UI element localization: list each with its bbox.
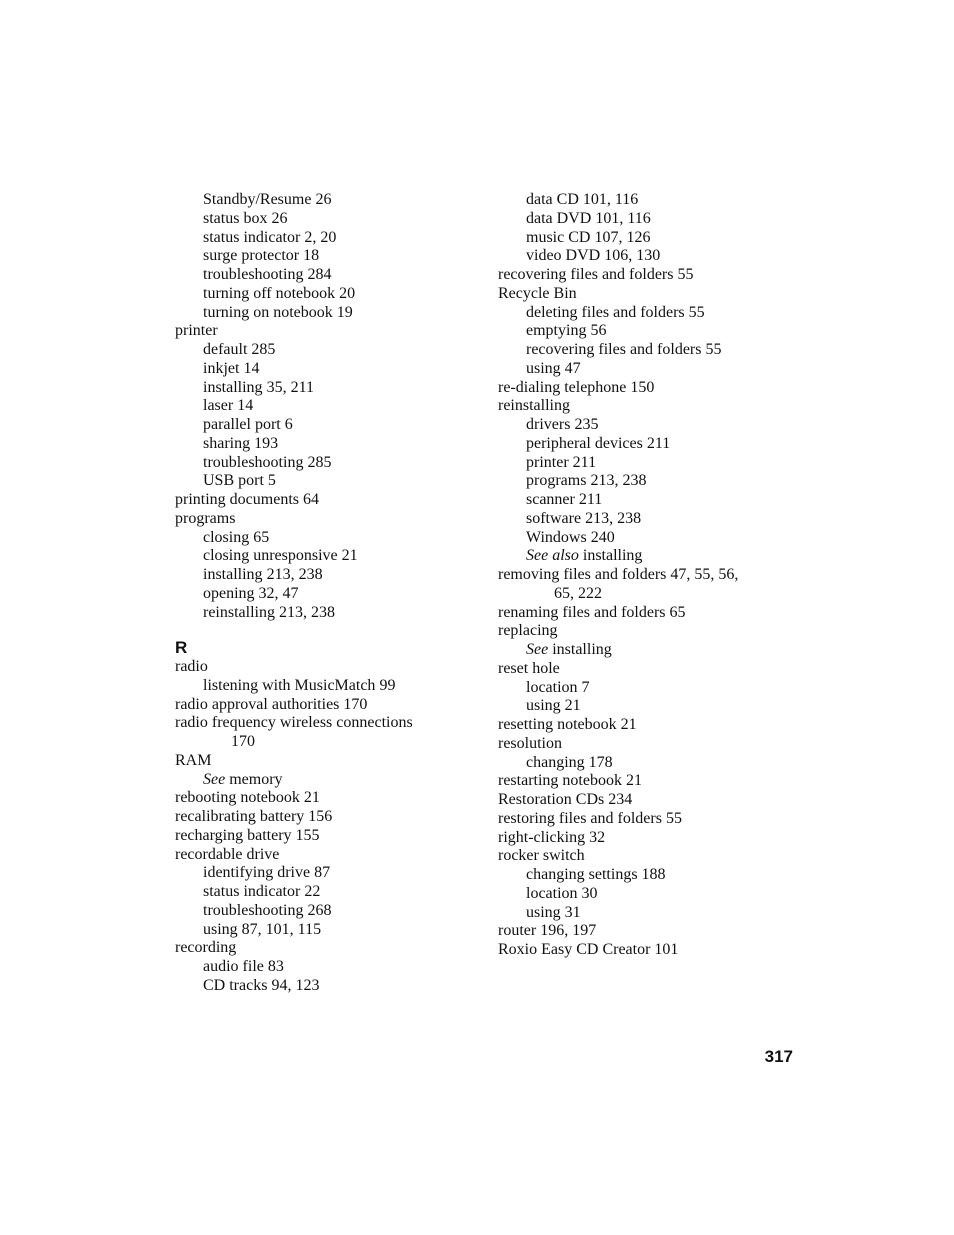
- page-reference: 211: [578, 491, 603, 508]
- index-term: recovering files and folders: [498, 266, 674, 283]
- index-entry: [498, 791, 798, 810]
- page-reference: 285: [251, 341, 276, 358]
- index-entry: [175, 416, 465, 435]
- page-reference: 47, 55, 56,: [670, 566, 739, 583]
- page-reference: 211: [646, 434, 671, 452]
- page-reference: 30: [581, 884, 598, 902]
- page-reference: 284: [307, 266, 332, 283]
- index-entry: [175, 752, 465, 771]
- index-entry: [498, 491, 798, 510]
- index-term: turning off notebook: [203, 284, 336, 302]
- index-term: Windows: [526, 528, 587, 546]
- page-reference: 99: [379, 676, 396, 694]
- index-term: changing: [526, 753, 585, 771]
- page-reference: 65: [253, 528, 270, 546]
- index-entry: [498, 810, 798, 829]
- index-entry: [498, 885, 798, 904]
- index-term: troubleshooting: [203, 901, 304, 919]
- page-reference: 7: [581, 678, 590, 696]
- index-entry: [498, 416, 798, 435]
- index-entry: [175, 808, 465, 827]
- index-term: re-dialing telephone: [498, 378, 627, 396]
- index-term: installing: [582, 547, 643, 565]
- page-reference: 19: [336, 303, 353, 321]
- index-entry: [175, 771, 465, 790]
- index-term: closing: [203, 528, 250, 546]
- index-entry: [175, 733, 465, 752]
- index-term: turning on notebook: [203, 303, 333, 321]
- page-reference: 83: [267, 958, 284, 975]
- index-entry: [175, 604, 465, 623]
- page-reference: 150: [630, 378, 655, 396]
- index-entry: [498, 210, 798, 229]
- page-reference: 18: [303, 247, 320, 265]
- index-term: changing settings: [526, 866, 638, 883]
- index-term: opening: [203, 584, 255, 602]
- index-term: using: [526, 697, 561, 715]
- index-entry: [175, 864, 465, 883]
- index-term: memory: [229, 770, 283, 788]
- index-term: replacing: [498, 622, 558, 640]
- page-reference: 178: [588, 753, 613, 771]
- index-term: router: [498, 922, 537, 940]
- index-term: laser: [203, 397, 234, 415]
- index-entry: [498, 622, 798, 641]
- page-reference: 20: [339, 284, 356, 302]
- index-term: printer: [526, 453, 569, 471]
- index-entry: [175, 229, 465, 248]
- index-term: sharing: [203, 434, 251, 452]
- cross-reference-label: See: [526, 641, 549, 658]
- index-entry: [175, 304, 465, 323]
- page-reference: 285: [307, 453, 332, 471]
- page-reference: 235: [574, 416, 599, 433]
- index-term: programs: [526, 472, 587, 490]
- index-entry: [175, 529, 465, 548]
- index-entry: [498, 435, 798, 454]
- index-entry: [175, 939, 465, 958]
- index-term: location: [526, 678, 578, 696]
- index-term: recharging battery: [175, 826, 292, 844]
- index-list-left: [175, 191, 465, 622]
- page-reference: 32, 47: [258, 584, 299, 602]
- page-reference: 196, 197: [540, 922, 597, 940]
- index-term: listening with MusicMatch: [203, 676, 376, 694]
- index-term: programs: [175, 509, 236, 527]
- index-entry: [175, 510, 465, 529]
- index-term: status box: [203, 209, 268, 227]
- index-entry: [498, 922, 798, 941]
- page-reference: 268: [307, 901, 332, 919]
- index-entry: [175, 285, 465, 304]
- page-reference: 87, 101, 115: [241, 920, 322, 938]
- index-term: music CD: [526, 228, 591, 246]
- index-term: using: [526, 359, 561, 377]
- index-term: surge protector: [203, 247, 300, 265]
- index-entry: [175, 379, 465, 398]
- index-term: installing: [552, 641, 612, 658]
- index-entry: [498, 529, 798, 548]
- index-entry: [498, 660, 798, 679]
- index-entry: [175, 341, 465, 360]
- index-term: reinstalling: [498, 397, 570, 415]
- page-reference: 101, 116: [595, 209, 651, 227]
- index-entry: [498, 510, 798, 529]
- index-entry: [498, 735, 798, 754]
- index-entry: [175, 827, 465, 846]
- index-term: drivers: [526, 416, 571, 433]
- page-reference: 21: [620, 716, 637, 733]
- page-reference: 193: [254, 434, 279, 452]
- index-entry: [498, 397, 798, 416]
- page-reference: 156: [308, 808, 333, 825]
- index-term: peripheral devices: [526, 434, 643, 452]
- index-term: removing files and folders: [498, 566, 667, 583]
- index-entry: [175, 789, 465, 808]
- page-reference: 5: [267, 472, 276, 490]
- index-entry: [175, 247, 465, 266]
- index-term: rebooting notebook: [175, 789, 300, 807]
- index-term: reset hole: [498, 659, 560, 677]
- index-term: status indicator: [203, 228, 301, 246]
- page-reference: 155: [295, 826, 320, 844]
- index-term: location: [526, 884, 578, 902]
- index-term: resetting notebook: [498, 716, 617, 733]
- index-term: Standby/Resume: [203, 191, 312, 208]
- page-reference: 170: [343, 695, 368, 713]
- page-reference: 188: [641, 866, 666, 883]
- index-entry: [175, 472, 465, 491]
- page-reference: 87: [314, 864, 331, 882]
- page-reference: 213, 238: [266, 566, 323, 583]
- index-term: CD tracks: [203, 976, 268, 994]
- page-reference: 31: [564, 903, 581, 921]
- index-term: closing unresponsive: [203, 547, 338, 565]
- index-column-right: [498, 191, 798, 960]
- index-entry: [175, 435, 465, 454]
- index-term: reinstalling: [203, 603, 275, 621]
- index-term: printing documents: [175, 491, 299, 508]
- page-reference: 234: [608, 791, 633, 808]
- index-entry: [498, 697, 798, 716]
- index-term: restarting notebook: [498, 772, 622, 790]
- page-reference: 22: [304, 883, 321, 900]
- page-reference: 35, 211: [266, 378, 314, 396]
- index-term: using: [526, 903, 561, 921]
- index-term: Recycle Bin: [498, 284, 577, 302]
- index-term: resolution: [498, 734, 562, 752]
- page-reference: 213, 238: [278, 603, 335, 621]
- page-reference: 94, 123: [271, 976, 320, 994]
- index-term: recording: [175, 939, 237, 957]
- page-reference: 55: [705, 341, 722, 358]
- index-entry: [175, 902, 465, 921]
- section-letter: R: [175, 638, 188, 658]
- index-entry: [175, 658, 465, 677]
- index-term: inkjet: [203, 359, 240, 377]
- cross-reference-label: See also: [526, 547, 579, 565]
- index-term: RAM: [175, 751, 212, 769]
- index-entry: [498, 341, 798, 360]
- index-entry: [498, 285, 798, 304]
- index-entry: [175, 322, 465, 341]
- page-reference: 6: [284, 416, 293, 433]
- page-reference: 55: [688, 303, 705, 321]
- page-reference: 55: [677, 266, 694, 283]
- index-entry: [498, 585, 798, 604]
- index-entry: [498, 379, 798, 398]
- index-entry: [175, 360, 465, 379]
- page-reference: 26: [271, 209, 288, 227]
- index-entry: [175, 696, 465, 715]
- page-reference: 55: [665, 809, 682, 827]
- page-reference: 21: [303, 789, 320, 807]
- page-reference: 107, 126: [594, 228, 651, 246]
- index-term: data DVD: [526, 209, 592, 227]
- page-reference: 240: [590, 528, 615, 546]
- page-reference: 65, 222: [554, 584, 602, 602]
- index-entry: [498, 304, 798, 323]
- page-reference: 14: [237, 397, 254, 415]
- index-entry: [498, 547, 798, 566]
- page-number: 317: [764, 1047, 793, 1066]
- index-term: recalibrating battery: [175, 808, 305, 825]
- index-term: radio approval authorities: [175, 695, 340, 713]
- page-reference: 26: [315, 191, 332, 208]
- index-term: installing: [203, 566, 263, 583]
- cross-reference-label: See: [203, 770, 226, 788]
- page-reference: 64: [302, 491, 319, 508]
- index-term: Restoration CDs: [498, 791, 605, 808]
- index-term: software: [526, 509, 582, 527]
- page-reference: 65: [669, 603, 686, 621]
- index-term: scanner: [526, 491, 575, 508]
- index-term: default: [203, 341, 248, 358]
- index-term: status indicator: [203, 883, 301, 900]
- page-reference: 21: [625, 772, 642, 790]
- index-entry: [498, 866, 798, 885]
- index-entry: [498, 247, 798, 266]
- index-term: audio file: [203, 958, 264, 975]
- index-term: parallel port: [203, 416, 281, 433]
- index-entry: [498, 941, 798, 960]
- page-reference: 106, 130: [604, 247, 661, 265]
- index-term: using: [203, 920, 238, 938]
- index-entry: [498, 472, 798, 491]
- page-reference: 213, 238: [590, 472, 647, 490]
- page-reference: 47: [564, 359, 581, 377]
- index-term: restoring files and folders: [498, 809, 662, 827]
- index-entry: [498, 266, 798, 285]
- index-entry: [175, 677, 465, 696]
- index-list-r: [175, 658, 465, 996]
- index-entry: [175, 714, 465, 733]
- page-reference: 170: [231, 733, 255, 750]
- index-entry: [175, 977, 465, 996]
- index-term: troubleshooting: [203, 266, 304, 283]
- index-entry: [175, 454, 465, 473]
- index-entry: [175, 547, 465, 566]
- index-entry: [498, 679, 798, 698]
- index-entry: [498, 641, 798, 660]
- index-entry: [498, 754, 798, 773]
- index-entry: [498, 322, 798, 341]
- index-entry: [498, 829, 798, 848]
- index-entry: [175, 397, 465, 416]
- index-entry: [175, 491, 465, 510]
- page-reference: 14: [243, 359, 260, 377]
- page-reference: 101, 116: [582, 191, 639, 208]
- index-term: identifying drive: [203, 864, 311, 882]
- index-column-left: [175, 191, 465, 996]
- page-reference: 32: [589, 828, 606, 846]
- index-entry: [175, 210, 465, 229]
- index-entry: [175, 191, 465, 210]
- index-entry: [175, 585, 465, 604]
- index-term: rocker switch: [498, 847, 585, 865]
- index-entry: [175, 266, 465, 285]
- index-term: video DVD: [526, 247, 601, 265]
- index-term: Roxio Easy CD Creator: [498, 941, 651, 958]
- index-term: recovering files and folders: [526, 341, 702, 358]
- index-term: renaming files and folders: [498, 603, 666, 621]
- index-term: installing: [203, 378, 263, 396]
- page-reference: 213, 238: [585, 509, 642, 527]
- index-term: radio: [175, 658, 208, 675]
- index-entry: [498, 604, 798, 623]
- index-term: radio frequency wireless connections: [175, 714, 413, 732]
- page-reference: 56: [590, 322, 607, 340]
- index-entry: [175, 846, 465, 865]
- index-entry: [498, 716, 798, 735]
- index-term: right-clicking: [498, 828, 586, 846]
- page-reference: 2, 20: [304, 228, 337, 246]
- index-entry: [498, 566, 798, 585]
- index-entry: [498, 847, 798, 866]
- page-reference: 101: [654, 941, 679, 958]
- index-entry: [498, 772, 798, 791]
- index-entry: [498, 904, 798, 923]
- index-entry: [498, 454, 798, 473]
- index-term: printer: [175, 322, 218, 340]
- page-reference: 21: [564, 697, 581, 715]
- index-term: deleting files and folders: [526, 303, 685, 321]
- index-entry: [498, 229, 798, 248]
- index-entry: [175, 958, 465, 977]
- index-entry: [175, 921, 465, 940]
- page-reference: 211: [572, 453, 597, 471]
- index-entry: [498, 191, 798, 210]
- index-term: emptying: [526, 322, 587, 340]
- index-list-right: [498, 191, 798, 960]
- index-term: troubleshooting: [203, 453, 304, 471]
- index-term: USB port: [203, 472, 264, 490]
- index-term: recordable drive: [175, 845, 280, 863]
- index-entry: [498, 360, 798, 379]
- index-entry: [175, 883, 465, 902]
- index-term: data CD: [526, 191, 579, 208]
- page-reference: 21: [341, 547, 358, 565]
- index-entry: [175, 566, 465, 585]
